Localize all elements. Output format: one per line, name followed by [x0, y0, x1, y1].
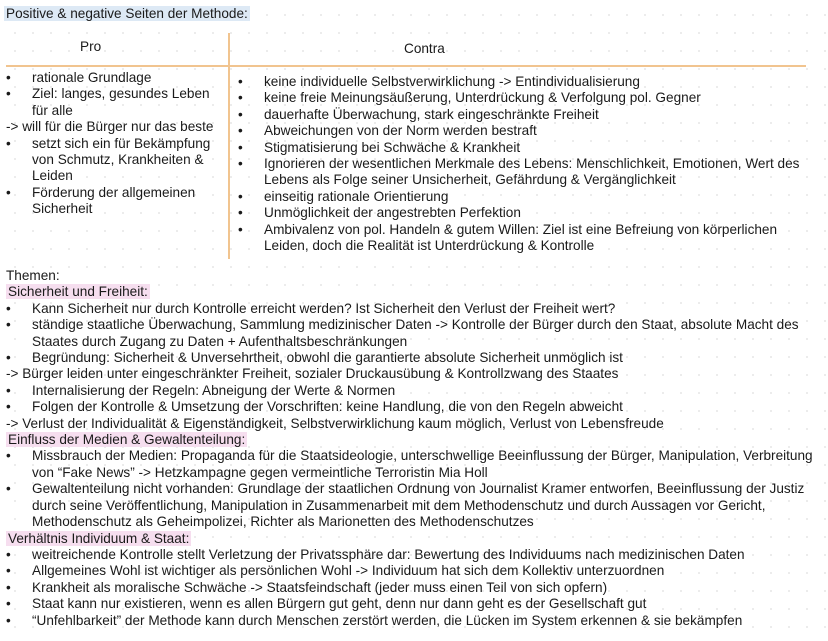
list-item: • Krankheit als moralische Schwäche -> Staatsfeindschaft (jeder muss einen Teil von sich opfern) [6, 579, 608, 595]
list-item: • keine freie Meinungsäußerung, Unterdrückung & Verfolgung pol. Gegner [238, 90, 701, 106]
list-item: • Gewaltenteilung nicht vorhanden: Grundlage der staatlichen Ordnung von Journalist Kramer entworfen, Beeinflussung der Justiz durch seine Veröffentlichung, Manipulation in Zusammenarbeit mit dem Methodenschutz und durch Aussagen vor Gericht, Methodenschutz als Geheimpolizei, Richter als Marionetten des Methodenschutzes [6, 481, 805, 530]
list-item: • setzt sich ein für Bekämpfung von Schmutz, Krankheiten & Leiden [6, 135, 211, 184]
section-heading: Sicherheit und Freiheit: [8, 284, 148, 300]
list-item: • dauerhafte Überwachung, stark eingeschränkte Freiheit [238, 106, 599, 122]
section-heading: Verhältnis Individuum & Staat: [8, 530, 190, 546]
list-item: • Kann Sicherheit nur durch Kontrolle erreicht werden? Ist Sicherheit den Verlust der Freiheit wert? [6, 300, 616, 316]
list-item: • Stigmatisierung bei Schwäche & Krankheit [238, 139, 521, 155]
list-item: -> will für die Bürger nur das beste [6, 119, 214, 135]
list-item: • einseitig rationale Orientierung [238, 188, 449, 204]
list-item: • Abweichungen von der Norm werden bestraft [238, 123, 537, 139]
list-item: • Staat kann nur existieren, wenn es allen Bürgern gut geht, denn nur dann geht es der Gesellschaft gut [6, 596, 647, 612]
list-item: • Ziel: langes, gesundes Leben für alle [6, 86, 210, 118]
list-item: • Begründung: Sicherheit & Unversehrtheit, obwohl die garantierte absolute Sicherheit unmöglich ist [6, 350, 623, 366]
list-item: • weitreichende Kontrolle stellt Verletzung der Privatssphäre dar: Bewertung des Individuums nach medizinischen Daten [6, 546, 745, 562]
section-heading: Einfluss der Medien & Gewaltenteilung: [8, 432, 246, 448]
page-title: Positive & negative Seiten der Methode: [6, 6, 248, 21]
list-item: • ständige staatliche Überwachung, Sammlung medizinischer Daten -> Kontrolle der Bürger durch den Staat, absolute Macht des Staates durch Zugang zu Daten + Aufenthaltsbeschränkungen [6, 317, 799, 349]
list-item: • Allgemeines Wohl ist wichtiger als persönlichen Wohl -> Individuum hat sich dem Kollektiv unterzuordnen [6, 563, 665, 579]
table-header-divider [6, 65, 806, 67]
contra-column-header: Contra [404, 41, 445, 56]
list-item: • Ignorieren der wesentlichen Merkmale des Lebens: Menschlichkeit, Emotionen, Wert des Lebens als Folge seiner Unsicherheit, Gefährdung & Vergänglichkeit [238, 156, 800, 188]
list-item: • Förderung der allgemeinen Sicherheit [6, 184, 196, 217]
list-item: • “Unfehlbarkeit” der Methode kann durch Menschen zerstört werden, die Lücken im System erkennen & sie bekämpfen [6, 612, 743, 628]
list-item: • Folgen der Kontrolle & Umsetzung der Vorschriften: keine Handlung, die von den Regeln abweicht [6, 399, 623, 415]
list-item: -> Verlust der Individualität & Eigenständigkeit, Selbstverwirklichung kaum möglich, Verlust von Lebensfreude [6, 415, 664, 431]
themen-label: Themen: [6, 268, 60, 283]
list-item: • rationale Grundlage [6, 70, 152, 85]
table-column-divider [228, 33, 230, 259]
contra-list [238, 74, 813, 254]
pro-list [6, 70, 228, 218]
list-item: -> Bürger leiden unter eingeschränkter Freiheit, sozialer Druckausübung & Kontrollzwang des Staates [6, 366, 619, 382]
themen-section [6, 268, 818, 629]
list-item: • keine individuelle Selbstverwirklichung -> Entindividualisierung [238, 74, 640, 89]
list-item: • Missbrauch der Medien: Propaganda für die Staatsideologie, unterschwellige Beeinflussung der Bürger, Manipulation, Verbreitung von “Fake News” -> Hetzkampagne gegen vermeintliche Terroristin Mia Holl [6, 448, 813, 480]
pro-column-header: Pro [80, 39, 102, 54]
list-item: • Internalisierung der Regeln: Abneigung der Werte & Normen [6, 382, 396, 398]
list-item: • Ambivalenz von pol. Handeln & gutem Willen: Ziel ist eine Befreiung von körperlichen Leiden, doch die Realität ist Unterdrückung & Kontrolle [238, 221, 778, 254]
list-item: • Unmöglichkeit der angestrebten Perfektion [238, 205, 521, 221]
